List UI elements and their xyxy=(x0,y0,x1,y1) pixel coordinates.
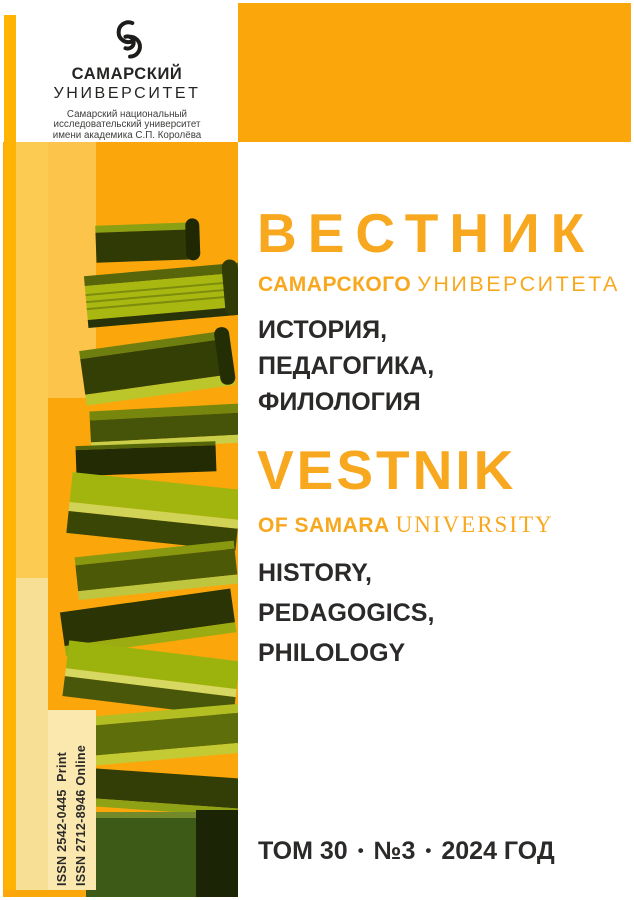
journal-title-en: VESTNIK xyxy=(257,439,517,501)
issn-print-label: ISSN 2542-0445 Print xyxy=(55,751,69,886)
university-name-primary: САМАРСКИЙ xyxy=(71,64,183,83)
issue-label: №3 xyxy=(373,837,416,865)
yellow-stripe xyxy=(16,142,48,578)
subjects-en xyxy=(258,553,434,673)
subjects-ru xyxy=(258,312,434,420)
university-logo-icon xyxy=(110,20,144,60)
university-subtitle-line-2: исследовательский университет xyxy=(53,119,201,131)
journal-subtitle-en-rest: UNIVERSITY xyxy=(395,512,554,537)
journal-subtitle-en-bold: OF SAMARA xyxy=(258,514,390,537)
volume-issue-year-line xyxy=(258,837,555,866)
university-subtitle xyxy=(53,110,202,142)
issn-vertical-text xyxy=(53,712,91,886)
issn-stripe xyxy=(48,710,96,890)
pale-yellow-stripe xyxy=(16,578,48,890)
volume-label: ТОМ 30 xyxy=(258,837,348,865)
subject-en-pedagogics: PEDAGOGICS, xyxy=(258,599,435,627)
subject-ru-pedagogics: ПЕДАГОГИКА, xyxy=(258,352,435,380)
university-subtitle-line-1: Самарский национальный xyxy=(66,108,188,120)
journal-title-ru: ВЕСТНИК xyxy=(257,202,596,264)
orange-field-top xyxy=(238,3,631,142)
subject-ru-history: ИСТОРИЯ, xyxy=(258,316,388,344)
university-name-secondary: УНИВЕРСИТЕТ xyxy=(53,84,201,102)
journal-subtitle-ru xyxy=(258,272,620,297)
university-logo-box xyxy=(16,0,238,142)
subject-en-history: HISTORY, xyxy=(258,559,372,587)
subject-ru-philology: ФИЛОЛОГИЯ xyxy=(258,388,421,416)
separator-dot: • xyxy=(425,841,432,860)
journal-subtitle-en xyxy=(258,512,554,538)
year-label: 2024 ГОД xyxy=(441,837,555,865)
issn-online-label: ISSN 2712-8946 Online xyxy=(74,744,88,886)
university-subtitle-line-3: имени академика С.П. Королёва xyxy=(52,130,202,142)
left-accent-stripe xyxy=(4,15,16,890)
separator-dot: • xyxy=(357,841,364,860)
subject-en-philology: PHILOLOGY xyxy=(258,639,406,667)
journal-subtitle-ru-bold: САМАРСКОГО xyxy=(258,273,412,296)
title-panel xyxy=(238,142,634,900)
journal-subtitle-ru-rest: УНИВЕРСИТЕТА xyxy=(417,272,620,296)
